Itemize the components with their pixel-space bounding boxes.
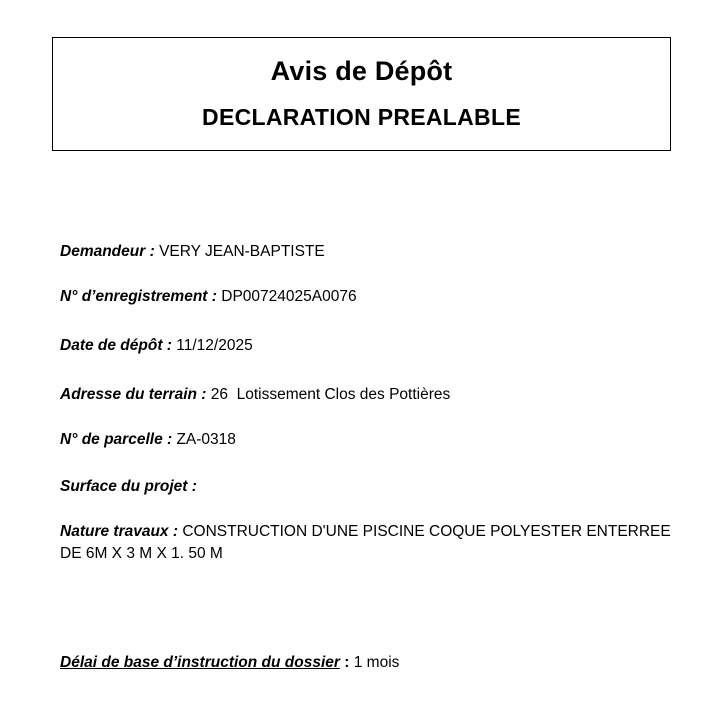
field-demandeur-value: VERY JEAN-BAPTISTE [159,243,325,260]
field-parcelle-value: ZA-0318 [176,431,236,448]
field-surface [60,476,680,498]
field-delai-label: Délai de base d’instruction du dossier [60,654,340,671]
field-parcelle-label: N° de parcelle : [60,431,173,448]
field-delai-instruction [60,652,680,674]
field-delai-colon: : [344,654,350,671]
document-title: Avis de Dépôt [270,56,453,86]
field-date-depot-label: Date de dépôt : [60,337,172,354]
field-date-depot [60,335,680,357]
field-adresse-value: 26 Lotissement Clos des Pottières [210,386,451,403]
field-enregistrement [60,286,680,308]
document-subtitle: DECLARATION PREALABLE [202,104,521,130]
field-nature-travaux-label: Nature travaux : [60,523,179,540]
field-adresse-label: Adresse du terrain : [60,386,207,403]
field-demandeur [60,241,680,263]
field-demandeur-label: Demandeur : [60,243,155,260]
field-nature-travaux-value: CONSTRUCTION D'UNE PISCINE COQUE POLYESTER ENTERREE DE 6M X 3 M X 1. 50 M [60,523,671,562]
field-date-depot-value: 11/12/2025 [176,337,253,354]
title-box [52,37,671,151]
field-nature-travaux [60,521,680,565]
field-surface-label: Surface du projet : [60,478,197,495]
field-adresse [60,384,680,406]
field-enregistrement-value: DP00724025A0076 [221,288,357,305]
field-delai-value: 1 mois [353,654,400,671]
field-parcelle [60,429,680,451]
field-enregistrement-label: N° d’enregistrement : [60,288,217,305]
